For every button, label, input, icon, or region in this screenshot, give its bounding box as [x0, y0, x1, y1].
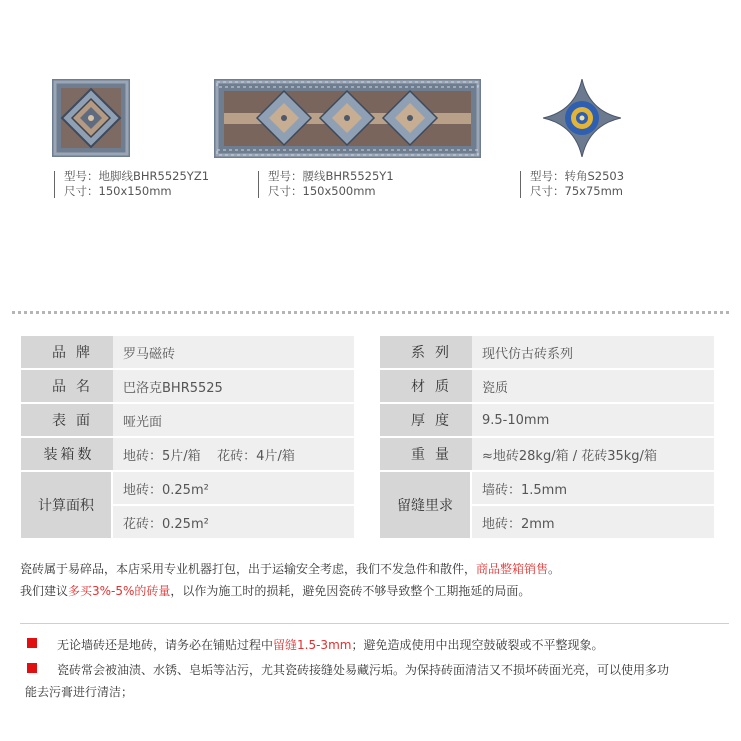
left-label-surface: 表面 — [21, 404, 121, 436]
left-value-name: 巴洛克BHR5525 — [113, 370, 354, 402]
size-value: 150x500mm — [302, 184, 376, 198]
left-value-box-count: 地砖：5片/箱 花砖：4片/箱 — [113, 438, 354, 470]
size-value: 75x75mm — [564, 184, 623, 198]
cleaning-tip-line2: 能去污膏进行清洁； — [25, 685, 134, 699]
quantity-note-highlight: 多买3%-5%的砖量 — [68, 584, 171, 598]
waistline-tile-image — [214, 79, 481, 158]
left-label-brand: 品牌 — [21, 336, 121, 368]
right-label-series: 系列 — [380, 336, 480, 368]
right-value-grout-wall: 墙砖：1.5mm — [472, 472, 714, 504]
size-value: 150x150mm — [98, 184, 172, 198]
bullet-square-icon — [27, 663, 37, 673]
grout-tip-highlight: 留缝1.5-3mm — [273, 638, 352, 652]
model-label: 型号： — [530, 169, 565, 183]
quantity-note-text: 我们建议 — [20, 584, 69, 598]
model-label: 型号： — [64, 169, 99, 183]
size-label: 尺寸： — [530, 184, 565, 198]
packing-note — [20, 560, 560, 577]
skirting-tile-image — [52, 79, 130, 157]
product-spec-3 — [520, 169, 700, 201]
model-value: 地脚线BHR5525YZ1 — [98, 169, 210, 183]
right-value-grout-floor: 地砖：2mm — [472, 506, 714, 538]
product-spec-2 — [258, 169, 438, 201]
right-value-material: 瓷质 — [472, 370, 714, 402]
spec-divider — [258, 171, 259, 198]
quantity-note-end: ，以作为施工时的损耗，避免因瓷砖不够导致整个工期拖延的局面。 — [170, 584, 531, 598]
right-label-thickness: 厚度 — [380, 404, 480, 436]
packing-note-end: 。 — [548, 562, 561, 576]
left-value-surface: 哑光面 — [113, 404, 354, 436]
left-label-area: 计算面积 — [21, 472, 111, 538]
size-label: 尺寸： — [64, 184, 99, 198]
grout-tip-text: 无论墙砖还是地砖，请务必在铺贴过程中 — [57, 638, 274, 652]
packing-note-highlight: 商品整箱销售 — [476, 562, 549, 576]
right-value-weight: ≈地砖28kg/箱 / 花砖35kg/箱 — [472, 438, 714, 470]
quantity-note — [20, 582, 530, 599]
right-label-weight: 重量 — [380, 438, 480, 470]
spec-divider — [54, 171, 55, 198]
model-value: 转角S2503 — [564, 169, 625, 183]
spec-divider — [520, 171, 521, 198]
grout-tip — [57, 636, 603, 653]
left-value-brand: 罗马磁砖 — [113, 336, 354, 368]
grout-tip-end: ；避免造成使用中出现空鼓破裂或不平整现象。 — [351, 638, 604, 652]
notes-divider — [20, 623, 729, 624]
packing-note-text: 瓷砖属于易碎品，本店采用专业机器打包，出于运输安全考虑，我们不发急件和散件， — [20, 562, 477, 576]
size-label: 尺寸： — [268, 184, 303, 198]
right-value-thickness: 9.5-10mm — [472, 404, 714, 436]
corner-tile-image — [543, 79, 621, 157]
dotted-divider — [12, 311, 729, 314]
bullet-square-icon — [27, 638, 37, 648]
right-label-material: 材质 — [380, 370, 480, 402]
left-label-box-count: 装箱数 — [21, 438, 114, 470]
cleaning-tip-line1: 瓷砖常会被油渍、水锈、皂垢等沾污，尤其瓷砖接缝处易藏污垢。为保持砖面清洁又不损坏砖面光亮，可以使用多功 — [57, 663, 670, 677]
model-value: 腰线BHR5525Y1 — [302, 169, 394, 183]
left-value-area-decor: 花砖：0.25m² — [113, 506, 354, 538]
product-spec-1 — [54, 169, 234, 201]
left-value-area-floor: 地砖：0.25m² — [113, 472, 354, 504]
model-label: 型号： — [268, 169, 303, 183]
right-label-grout: 留缝里求 — [380, 472, 470, 538]
right-value-series: 现代仿古砖系列 — [472, 336, 714, 368]
left-label-name: 品名 — [21, 370, 121, 402]
